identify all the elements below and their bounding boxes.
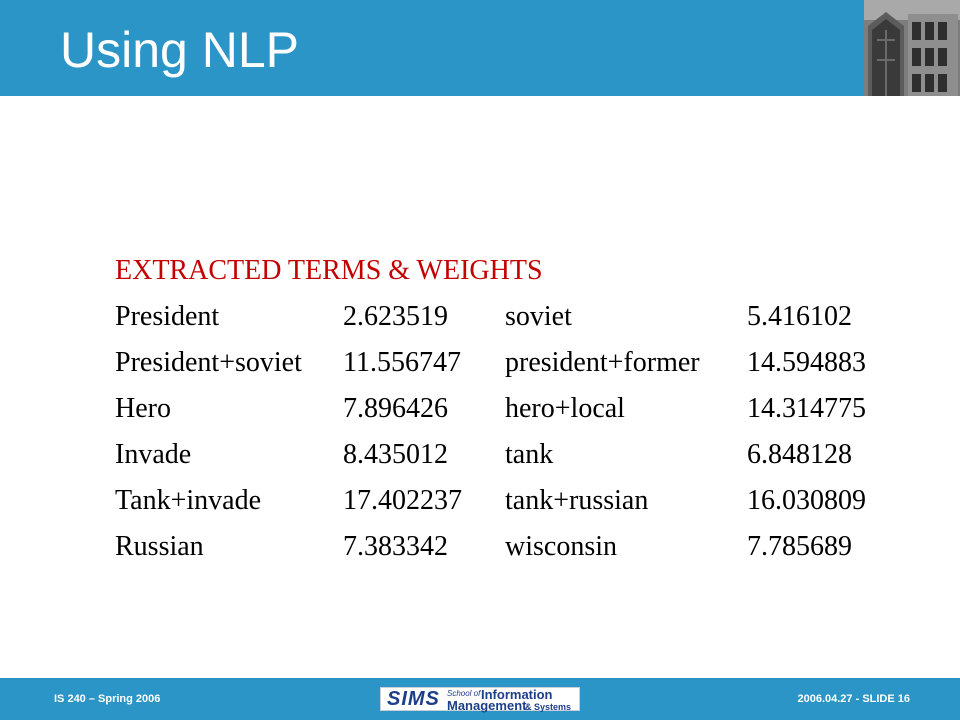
table-row: [115, 432, 895, 478]
footer-bar: [0, 678, 960, 720]
sims-logo-line3: Management: [447, 698, 527, 713]
term-cell: President: [115, 301, 220, 332]
term-cell: President+soviet: [115, 347, 302, 378]
weight-cell: 7.383342: [343, 531, 448, 562]
term-cell: soviet: [505, 301, 572, 332]
weight-cell: 17.402237: [343, 485, 462, 516]
slide-number: 2006.04.27 - SLIDE 16: [797, 693, 910, 705]
weight-cell: 6.848128: [747, 439, 852, 470]
term-weight-table: [115, 294, 895, 570]
term-cell: tank+russian: [505, 485, 649, 516]
table-row: [115, 524, 895, 570]
term-cell: tank: [505, 439, 554, 470]
sims-logo-line1: School of: [447, 689, 481, 698]
extracted-terms-heading: EXTRACTED TERMS & WEIGHTS: [115, 255, 543, 286]
sims-logo: [380, 687, 580, 711]
term-cell: Hero: [115, 393, 171, 424]
weight-cell: 14.314775: [747, 393, 866, 424]
term-cell: president+former: [505, 347, 700, 378]
table-row: [115, 294, 895, 340]
term-cell: Invade: [115, 439, 192, 470]
slide-title: Using NLP: [60, 22, 299, 78]
term-cell: wisconsin: [505, 531, 617, 562]
weight-cell: 14.594883: [747, 347, 866, 378]
term-cell: hero+local: [505, 393, 625, 424]
term-cell: Tank+invade: [115, 485, 262, 516]
weight-cell: 5.416102: [747, 301, 852, 332]
weight-cell: 11.556747: [343, 347, 461, 378]
weight-cell: 16.030809: [747, 485, 866, 516]
course-label: IS 240 – Spring 2006: [54, 693, 161, 705]
weight-cell: 8.435012: [343, 439, 448, 470]
building-photo-icon: [864, 0, 960, 96]
table-row: [115, 386, 895, 432]
table-row: [115, 478, 895, 524]
table-row: [115, 340, 895, 386]
term-cell: Russian: [115, 531, 204, 562]
slide-content: [115, 248, 895, 570]
title-bar: [0, 0, 960, 96]
weight-cell: 7.785689: [747, 531, 852, 562]
sims-logo-line2: Information: [481, 687, 553, 702]
weight-cell: 7.896426: [343, 393, 448, 424]
sims-logo-text: [447, 689, 577, 711]
weight-cell: 2.623519: [343, 301, 448, 332]
sims-logo-line4: & Systems: [525, 702, 572, 712]
sims-logo-word: SIMS: [387, 688, 440, 710]
